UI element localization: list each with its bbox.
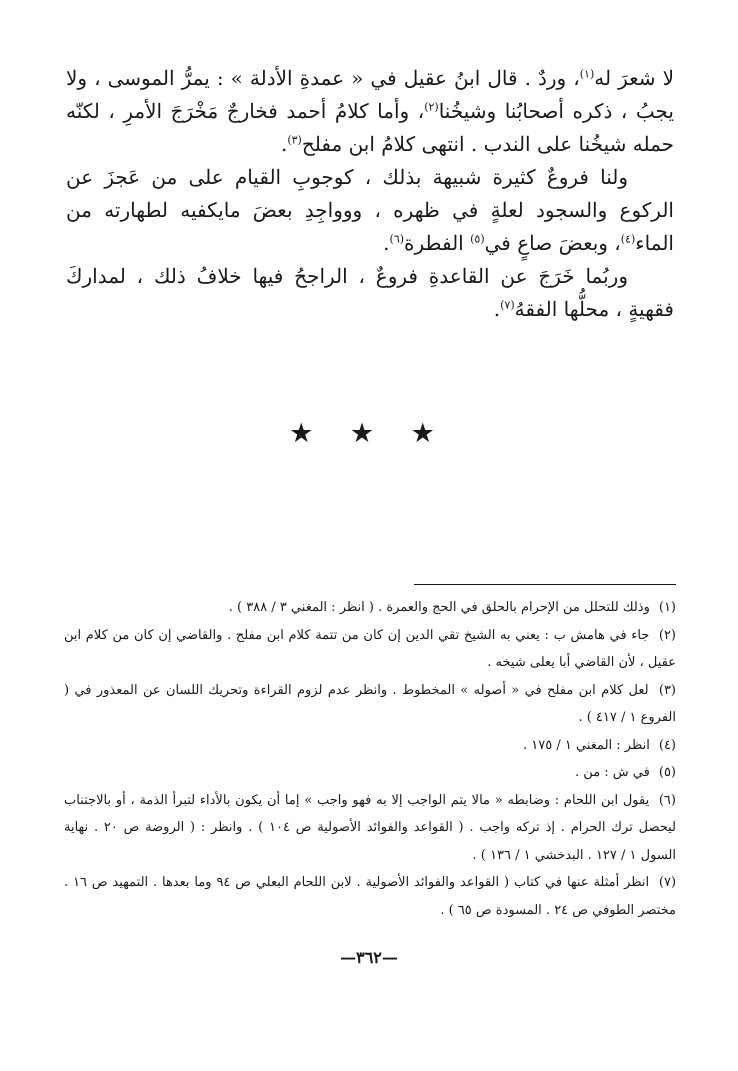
footnote-number: (٥) [658,765,676,780]
footnote-item [64,787,676,870]
footnote-text: جاء في هامش ب : يعني به الشيخ تقي الدين إن كان من تتمة كلام ابن مفلح . والقاضي إن كان من كلام ابن عقيل ، لأن القاضي أبا يعلى شيخه . [64,627,676,670]
footnote-ref: (٥) [470,232,485,246]
footnote-item [64,732,676,760]
footnote-text: في ش : من . [575,765,650,780]
body-text-segment: ، وأما كلامُ أحمد فخارجٌ مَخْرَجَ الأمرِ ، لكنّه حمله شيخُنا على الندب . انتهى كلامُ ابن مفلح [66,99,674,156]
body-text-segment: ، وبعضَ صاعٍ في [484,231,621,255]
footnote-item [64,869,676,924]
body-paragraph [66,62,674,161]
body-text-segment: لا شعرَ له [594,66,674,90]
footnote-separator [414,584,676,585]
footnote-number: (٤) [658,737,676,753]
footnote-ref: (٣) [287,133,302,147]
footnote-number: (١) [658,600,676,615]
footnote-text: انظر أمثلة عنها في كتاب ( القواعد والفوائد الأصولية . لابن اللحام البعلي ص ٩٤ وما بعدها . التمهيد ص ١٦ . مختصر الطوفي ص ٢٤ . المسودة ص ٦٥ ) . [64,875,676,918]
footnote-ref: (٢) [424,100,439,114]
footnote-number: (٧) [658,875,677,890]
footnote-item [64,622,676,677]
body-paragraph [66,260,674,326]
footnote-item [64,677,676,732]
footnote-text: يقول ابن اللحام : وضابطه « مالا يتم الواجب إلا به فهو واجب » إما أن يكون بالأداء لتبرأ الذمة ، أو بالاجتناب ليحصل ترك الحرام . إذ تركه واجب . ( القواعد والفوائد الأصولية ص ١٠٤ ) . وانظر : ( الروضة ص ٢٠ . نهاية السول ١ / ١٢٧ . البدخشي ١ / ١٣٦ ) . [64,792,676,863]
footnote-text: وذلك للتحلل من الإحرام بالحلق في الحج والعمرة . ( انظر : المغني ٣ / ٣٨٨ ) . [228,600,650,615]
footnote-item [64,759,676,787]
body-text-segment: . [280,132,288,156]
footnote-ref: (١) [579,67,595,81]
footnotes [64,594,676,924]
body-text-segment: ، وردٌ . قال ابنُ عقيل في « عمدةِ الأدلة » : يمرُّ الموسى ، ولا يجبُ ، ذكره أصحابُنا وشيخُنا [66,66,675,123]
footnote-text: انظر : المغني ١ / ١٧٥ . [523,737,650,753]
footnote-ref: (٦) [389,232,405,246]
main-text [66,62,674,326]
footnote-number: (٦) [658,792,676,808]
footnote-item [64,594,676,622]
body-text-segment: الفطرة [404,231,471,255]
body-paragraph [66,161,674,260]
footnote-ref: (٧) [500,298,515,312]
body-text-segment: وربُما خَرَجَ عن القاعدةِ فروعٌ ، الراجحُ فيها خلافُ ذلك ، لمداركَ فقهيةٍ ، محلُّها الفقهُ [66,264,674,321]
body-text-segment: . [383,231,390,255]
footnote-number: (٣) [658,682,676,698]
footnote-ref: (٤) [620,232,636,246]
body-text-segment: ولنا فروعٌ كثيرة شبيهة بذلك ، كوجوبِ القيام على من عَجزَ عن الركوع والسجود لعلةٍ في ظهره ، ووواجِدِ بعضَ مايكفيه لطهارته من الماء [66,165,674,255]
footnote-text: لعل كلام ابن مفلح في « أصوله » المخطوط . وانظر عدم لزوم القراءة وتحريك اللسان عن المعذور في ( الفروع ١ / ٤١٧ ) . [64,682,676,725]
footnote-number: (٢) [658,627,676,643]
page-number: —٣٦٢— [340,948,398,967]
section-divider-stars: ★ ★ ★ [289,418,449,449]
body-text-segment: . [493,297,501,321]
